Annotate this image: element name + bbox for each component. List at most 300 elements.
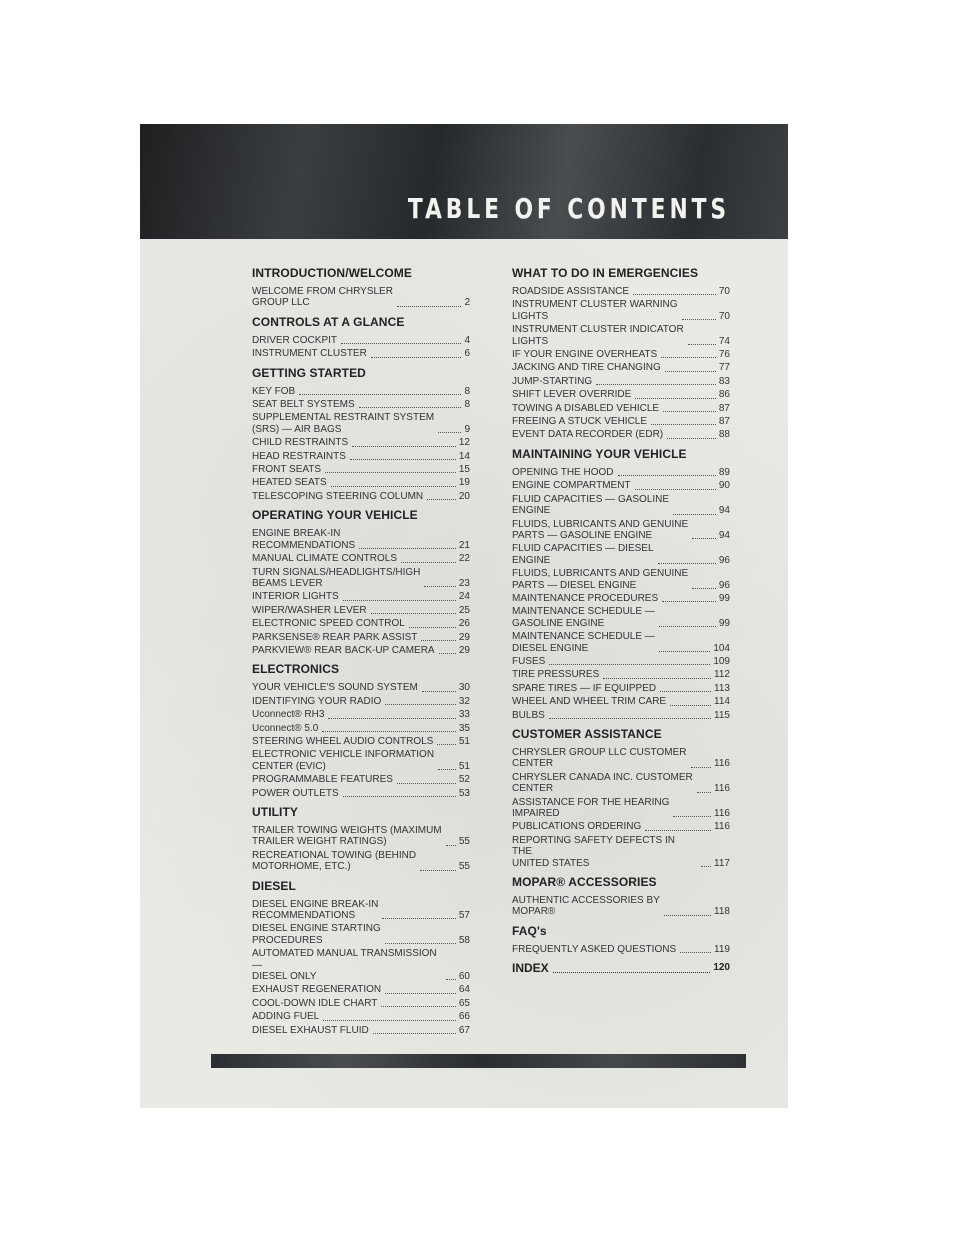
toc-section <box>512 875 730 918</box>
entry-title: MANUAL CLIMATE CONTROLS <box>252 553 398 565</box>
entry-title: EVENT DATA RECORDER (EDR) <box>512 429 664 441</box>
dot-leader <box>680 952 711 953</box>
toc-entry[interactable] <box>252 491 470 502</box>
dot-leader <box>603 678 711 679</box>
entry-title: BULBS <box>512 709 545 721</box>
entry-page-number: 25 <box>458 604 470 616</box>
entry-title: ADDING FUEL <box>252 1011 320 1023</box>
toc-entry[interactable] <box>252 948 470 982</box>
entry-title: Uconnect® 5.0 <box>252 722 319 734</box>
entry-page-number: 112 <box>714 669 730 681</box>
toc-section <box>512 266 730 441</box>
toc-entry[interactable] <box>512 895 730 918</box>
entry-page-number: 88 <box>718 429 730 441</box>
entry-page-number: 113 <box>714 682 730 694</box>
toc-entry[interactable] <box>252 984 470 995</box>
toc-entry[interactable] <box>512 710 730 721</box>
toc-section <box>512 447 730 721</box>
toc-entry[interactable] <box>252 788 470 799</box>
toc-entry[interactable] <box>512 543 730 566</box>
entry-title: HEATED SEATS <box>252 477 327 489</box>
entry-page-number: 109 <box>713 655 730 667</box>
entry-page-number: 30 <box>458 682 470 694</box>
toc-entry[interactable] <box>252 399 470 410</box>
dot-leader <box>343 796 456 797</box>
entry-page-number: 119 <box>714 943 730 955</box>
index-title: INDEX <box>512 961 549 976</box>
entry-page-number: 52 <box>458 774 470 786</box>
toc-entry[interactable] <box>512 683 730 694</box>
entry-title: ENGINE COMPARTMENT <box>512 480 631 492</box>
entry-page-number: 8 <box>464 399 470 411</box>
section-title: ELECTRONICS <box>252 662 340 677</box>
entry-title: SHIFT LEVER OVERRIDE <box>512 389 632 401</box>
section-title: GETTING STARTED <box>252 365 366 380</box>
entry-title: INTERIOR LIGHTS <box>252 591 339 603</box>
entry-title: YOUR VEHICLE'S SOUND SYSTEM <box>252 682 418 694</box>
entry-title: FRONT SEATS <box>252 464 322 476</box>
dot-leader <box>397 783 456 784</box>
toc-entry[interactable] <box>512 299 730 322</box>
entry-title: TIRE PRESSURES <box>512 669 600 681</box>
toc-entry[interactable] <box>512 480 730 491</box>
toc-left-column <box>252 266 470 1042</box>
entry-page-number: 116 <box>714 758 730 770</box>
entry-title: INSTRUMENT CLUSTER INDICATOR LIGHTS <box>512 324 684 347</box>
toc-entry[interactable] <box>512 389 730 400</box>
dot-leader <box>397 306 461 307</box>
dot-leader <box>421 640 455 641</box>
entry-title: AUTHENTIC ACCESSORIES BY MOPAR® <box>512 895 660 918</box>
dot-leader <box>420 870 456 871</box>
page-title: TABLE OF CONTENTS <box>407 192 730 225</box>
toc-entry[interactable] <box>512 376 730 387</box>
toc-entry[interactable] <box>512 944 730 955</box>
toc-entry[interactable] <box>512 821 730 832</box>
toc-entry[interactable] <box>252 335 470 346</box>
toc-entry[interactable] <box>512 568 730 591</box>
entry-title: FLUIDS, LUBRICANTS AND GENUINE PARTS — DIESEL ENGINE <box>512 568 689 591</box>
entry-page-number: 96 <box>718 579 730 591</box>
toc-entry[interactable] <box>252 464 470 475</box>
entry-page-number: 29 <box>458 644 470 656</box>
entry-page-number: 9 <box>464 423 470 435</box>
entry-title: ASSISTANCE FOR THE HEARING IMPAIRED <box>512 796 670 820</box>
toc-entry[interactable] <box>252 682 470 693</box>
entry-title: MAINTENANCE SCHEDULE — DIESEL ENGINE <box>512 631 655 654</box>
entry-page-number: 76 <box>718 349 730 361</box>
dot-leader <box>343 600 456 601</box>
dot-leader <box>660 691 711 692</box>
entry-page-number: 15 <box>458 464 470 476</box>
entry-title: JACKING AND TIRE CHANGING <box>512 362 661 374</box>
entry-title: IF YOUR ENGINE OVERHEATS <box>512 349 658 361</box>
dot-leader <box>446 845 456 846</box>
toc-index-entry[interactable] <box>512 961 730 975</box>
entry-title: FLUID CAPACITIES — DIESEL ENGINE <box>512 543 654 566</box>
dot-leader <box>682 319 716 320</box>
entry-title: PARKSENSE® REAR PARK ASSIST <box>252 631 418 643</box>
entry-title: FREQUENTLY ASKED QUESTIONS <box>512 943 677 955</box>
entry-title: DRIVER COCKPIT <box>252 334 338 346</box>
entry-page-number: 104 <box>713 642 730 654</box>
dot-leader <box>385 704 456 705</box>
entry-title: ELECTRONIC VEHICLE INFORMATION CENTER (EVIC) <box>252 749 435 772</box>
section-title: WHAT TO DO IN EMERGENCIES <box>512 266 699 280</box>
entry-page-number: 118 <box>714 906 730 918</box>
toc-section <box>512 924 730 955</box>
entry-title: CHRYSLER CANADA INC. CUSTOMER CENTER <box>512 771 693 795</box>
toc-entry[interactable] <box>252 850 470 873</box>
dot-leader <box>359 548 456 549</box>
dot-leader <box>373 1033 456 1034</box>
entry-page-number: 89 <box>718 466 730 478</box>
toc-entry[interactable] <box>252 645 470 656</box>
entry-title: INSTRUMENT CLUSTER <box>252 348 367 360</box>
toc-entry[interactable] <box>252 437 470 448</box>
toc-section <box>252 266 470 309</box>
dot-leader <box>325 472 456 473</box>
toc-entry[interactable] <box>512 797 730 820</box>
dot-leader <box>664 915 711 916</box>
toc-section <box>252 879 470 1036</box>
entry-page-number: 14 <box>458 450 470 462</box>
toc-entry[interactable] <box>512 656 730 667</box>
entry-title: EXHAUST REGENERATION <box>252 984 382 996</box>
toc-entry[interactable] <box>252 618 470 629</box>
entry-title: FREEING A STUCK VEHICLE <box>512 416 648 428</box>
toc-right-sections <box>512 266 730 955</box>
entry-page-number: 12 <box>458 437 470 449</box>
dot-leader <box>371 357 462 358</box>
entry-page-number: 24 <box>458 591 470 603</box>
entry-page-number: 116 <box>714 783 730 795</box>
toc-entry[interactable] <box>512 747 730 770</box>
section-title: INTRODUCTION/WELCOME <box>252 266 412 280</box>
dot-leader <box>667 438 716 439</box>
dot-leader <box>688 344 716 345</box>
dot-leader <box>692 538 716 539</box>
entry-page-number: 60 <box>458 971 470 983</box>
toc-entry[interactable] <box>252 591 470 602</box>
entry-title: DIESEL EXHAUST FLUID <box>252 1024 369 1036</box>
entry-page-number: 117 <box>714 857 730 869</box>
toc-entry[interactable] <box>252 451 470 462</box>
dot-leader <box>385 943 456 944</box>
toc-entry[interactable] <box>252 567 470 590</box>
entry-title: PUBLICATIONS ORDERING <box>512 821 642 833</box>
entry-page-number: 51 <box>458 735 470 747</box>
entry-title: KEY FOB <box>252 385 296 397</box>
dot-leader <box>322 731 456 732</box>
entry-page-number: 58 <box>458 934 470 946</box>
dot-leader <box>422 691 456 692</box>
entry-title: PROGRAMMABLE FEATURES <box>252 774 393 786</box>
dot-leader <box>701 866 711 867</box>
dot-leader <box>618 475 716 476</box>
entry-page-number: 94 <box>718 529 730 541</box>
entry-title: MAINTENANCE PROCEDURES <box>512 592 659 604</box>
entry-title: SEAT BELT SYSTEMS <box>252 399 355 411</box>
dot-leader <box>299 394 461 395</box>
dot-leader <box>427 499 456 500</box>
entry-page-number: 94 <box>718 505 730 517</box>
entry-page-number: 29 <box>458 631 470 643</box>
section-title: MAINTAINING YOUR VEHICLE <box>512 446 687 461</box>
dot-leader <box>385 993 456 994</box>
toc-section <box>252 805 470 873</box>
dot-leader <box>359 407 462 408</box>
dot-leader <box>651 424 716 425</box>
entry-page-number: 86 <box>718 389 730 401</box>
entry-title: FLUID CAPACITIES — GASOLINE ENGINE <box>512 493 670 517</box>
entry-page-number: 87 <box>718 416 730 428</box>
section-title: CUSTOMER ASSISTANCE <box>512 727 662 741</box>
entry-page-number: 70 <box>718 310 730 322</box>
entry-title: Uconnect® RH3 <box>252 709 325 721</box>
section-title: CONTROLS AT A GLANCE <box>252 314 405 329</box>
entry-page-number: 53 <box>458 787 470 799</box>
dot-leader <box>697 792 711 793</box>
entry-title: ROADSIDE ASSISTANCE <box>512 286 630 297</box>
entry-page-number: 35 <box>458 722 470 734</box>
toc-entry[interactable] <box>512 467 730 478</box>
toc-entry[interactable] <box>252 1011 470 1022</box>
entry-title: PARKVIEW® REAR BACK-UP CAMERA <box>252 644 435 656</box>
toc-entry[interactable] <box>512 494 730 517</box>
toc-entry[interactable] <box>252 553 470 564</box>
section-title: FAQ's <box>512 923 547 938</box>
entry-page-number: 2 <box>464 297 470 309</box>
dot-leader <box>635 398 716 399</box>
toc-entry[interactable] <box>252 386 470 397</box>
toc-entry[interactable] <box>512 429 730 440</box>
dot-leader <box>670 705 711 706</box>
entry-title: WELCOME FROM CHRYSLER GROUP LLC <box>252 286 393 309</box>
dot-leader <box>371 613 456 614</box>
entry-title: JUMP-STARTING <box>512 375 593 387</box>
page <box>140 124 788 1108</box>
entry-title: TELESCOPING STEERING COLUMN <box>252 490 424 502</box>
entry-title: WIPER/WASHER LEVER <box>252 604 367 616</box>
entry-page-number: 99 <box>718 592 730 604</box>
entry-title: INSTRUMENT CLUSTER WARNING LIGHTS <box>512 299 678 322</box>
index-page-number: 120 <box>713 962 730 974</box>
dot-leader <box>549 718 711 719</box>
dot-leader <box>691 767 712 768</box>
toc-entry[interactable] <box>512 593 730 604</box>
toc-entry[interactable] <box>252 528 470 551</box>
toc-section <box>252 508 470 656</box>
dot-leader <box>438 432 461 433</box>
dot-leader <box>341 343 461 344</box>
dot-leader <box>381 1006 455 1007</box>
toc-entry[interactable] <box>252 899 470 922</box>
entry-page-number: 65 <box>458 997 470 1009</box>
entry-page-number: 115 <box>714 709 730 721</box>
section-title: UTILITY <box>252 805 299 819</box>
dot-leader <box>439 653 456 654</box>
entry-page-number: 57 <box>458 910 470 922</box>
header-banner <box>140 124 788 239</box>
toc-entry[interactable] <box>252 1025 470 1036</box>
footer-bar <box>211 1054 746 1068</box>
entry-title: CHRYSLER GROUP LLC CUSTOMER CENTER <box>512 747 687 770</box>
entry-title: FLUIDS, LUBRICANTS AND GENUINE PARTS — GASOLINE ENGINE <box>512 518 689 541</box>
entry-page-number: 32 <box>458 695 470 707</box>
dot-leader <box>662 601 716 602</box>
toc-entry[interactable] <box>512 324 730 347</box>
toc-entry[interactable] <box>252 412 470 435</box>
entry-page-number: 74 <box>718 335 730 347</box>
dot-leader <box>409 627 456 628</box>
entry-title: HEAD RESTRAINTS <box>252 450 346 462</box>
entry-page-number: 6 <box>464 348 470 360</box>
entry-page-number: 21 <box>458 539 470 551</box>
dot-leader <box>659 626 716 627</box>
entry-page-number: 83 <box>718 375 730 387</box>
toc-section <box>252 366 470 503</box>
entry-page-number: 4 <box>464 334 470 346</box>
entry-page-number: 114 <box>714 696 730 708</box>
toc-entry[interactable] <box>512 669 730 680</box>
entry-page-number: 23 <box>458 577 470 589</box>
entry-page-number: 22 <box>458 553 470 565</box>
entry-title: FUSES <box>512 655 546 667</box>
entry-title: TURN SIGNALS/HEADLIGHTS/HIGH BEAMS LEVER <box>252 566 421 589</box>
entry-title: COOL-DOWN IDLE CHART <box>252 997 378 1009</box>
toc-entry[interactable] <box>252 749 470 772</box>
dot-leader <box>549 664 710 665</box>
dot-leader <box>553 972 711 973</box>
dot-leader <box>350 459 456 460</box>
entry-title: ELECTRONIC SPEED CONTROL <box>252 618 405 630</box>
entry-title: TOWING A DISABLED VEHICLE <box>512 402 660 414</box>
entry-title: REPORTING SAFETY DEFECTS IN THE UNITED STATES <box>512 834 675 869</box>
dot-leader <box>437 744 456 745</box>
section-title: DIESEL <box>252 878 296 893</box>
dot-leader <box>331 486 456 487</box>
toc-entry[interactable] <box>252 605 470 616</box>
entry-page-number: 20 <box>458 490 470 502</box>
entry-page-number: 55 <box>458 836 470 848</box>
dot-leader <box>382 918 456 919</box>
entry-title: DIESEL ENGINE STARTING PROCEDURES <box>252 923 381 946</box>
dot-leader <box>673 816 711 817</box>
toc-entry[interactable] <box>252 348 470 359</box>
toc-entry[interactable] <box>512 416 730 427</box>
entry-title: RECREATIONAL TOWING (BEHIND MOTORHOME, ETC.) <box>252 849 417 873</box>
entry-page-number: 77 <box>718 362 730 374</box>
toc-entry[interactable] <box>252 736 470 747</box>
toc-section <box>512 727 730 869</box>
dot-leader <box>673 514 716 515</box>
dot-leader <box>635 489 716 490</box>
toc-entry[interactable] <box>512 286 730 297</box>
dot-leader <box>323 1020 456 1021</box>
entry-page-number: 70 <box>718 286 730 297</box>
dot-leader <box>633 294 716 295</box>
entry-title: STEERING WHEEL AUDIO CONTROLS <box>252 735 434 747</box>
entry-page-number: 55 <box>458 861 470 873</box>
toc-entry[interactable] <box>512 349 730 360</box>
section-title: OPERATING YOUR VEHICLE <box>252 508 418 523</box>
entry-page-number: 99 <box>718 617 730 629</box>
entry-page-number: 90 <box>718 480 730 492</box>
dot-leader <box>665 371 716 372</box>
entry-title: CHILD RESTRAINTS <box>252 437 349 449</box>
entry-title: POWER OUTLETS <box>252 787 339 799</box>
toc-entry[interactable] <box>252 709 470 720</box>
dot-leader <box>661 357 716 358</box>
toc-entry[interactable] <box>512 772 730 795</box>
dot-leader <box>352 446 456 447</box>
entry-page-number: 96 <box>718 554 730 566</box>
toc-entry[interactable] <box>512 362 730 373</box>
dot-leader <box>692 588 716 589</box>
toc-entry[interactable] <box>252 696 470 707</box>
toc-section <box>252 662 470 799</box>
entry-title: TRAILER TOWING WEIGHTS (MAXIMUM TRAILER WEIGHT RATINGS) <box>252 825 442 848</box>
toc-entry[interactable] <box>512 696 730 707</box>
entry-title: IDENTIFYING YOUR RADIO <box>252 695 382 707</box>
entry-page-number: 33 <box>458 709 470 721</box>
dot-leader <box>663 411 716 412</box>
entry-page-number: 67 <box>458 1024 470 1036</box>
entry-title: SUPPLEMENTAL RESTRAINT SYSTEM (SRS) — AIR BAGS <box>252 412 435 435</box>
dot-leader <box>659 651 711 652</box>
entry-page-number: 26 <box>458 618 470 630</box>
entry-page-number: 64 <box>458 984 470 996</box>
toc-section <box>252 315 470 360</box>
entry-page-number: 19 <box>458 477 470 489</box>
entry-title: OPENING THE HOOD <box>512 466 614 478</box>
toc-right-column <box>512 266 730 977</box>
entry-page-number: 66 <box>458 1011 470 1023</box>
entry-page-number: 87 <box>718 402 730 414</box>
entry-title: DIESEL ENGINE BREAK-IN RECOMMENDATIONS <box>252 898 379 922</box>
toc-entry[interactable] <box>252 477 470 488</box>
toc-entry[interactable] <box>252 723 470 734</box>
dot-leader <box>596 384 716 385</box>
entry-title: AUTOMATED MANUAL TRANSMISSION — DIESEL ONLY <box>252 948 437 983</box>
toc-entry[interactable] <box>252 632 470 643</box>
dot-leader <box>446 979 456 980</box>
dot-leader <box>328 718 455 719</box>
toc-entry[interactable] <box>512 606 730 629</box>
entry-title: MAINTENANCE SCHEDULE — GASOLINE ENGINE <box>512 606 655 629</box>
toc-entry[interactable] <box>512 835 730 869</box>
entry-page-number: 116 <box>714 808 730 820</box>
toc-entry[interactable] <box>512 519 730 542</box>
toc-entry[interactable] <box>512 403 730 414</box>
dot-leader <box>658 563 716 564</box>
toc-entry[interactable] <box>252 923 470 946</box>
entry-title: ENGINE BREAK-IN RECOMMENDATIONS <box>252 528 356 551</box>
dot-leader <box>438 769 456 770</box>
toc-entry[interactable] <box>252 774 470 785</box>
entry-title: WHEEL AND WHEEL TRIM CARE <box>512 696 667 708</box>
dot-leader <box>645 830 711 831</box>
dot-leader <box>401 562 456 563</box>
entry-page-number: 51 <box>458 760 470 772</box>
toc-entry[interactable] <box>252 998 470 1009</box>
toc-entry[interactable] <box>252 286 470 309</box>
section-title: MOPAR® ACCESSORIES <box>512 875 657 890</box>
toc-entry[interactable] <box>252 825 470 848</box>
dot-leader <box>424 586 456 587</box>
toc-entry[interactable] <box>512 631 730 654</box>
